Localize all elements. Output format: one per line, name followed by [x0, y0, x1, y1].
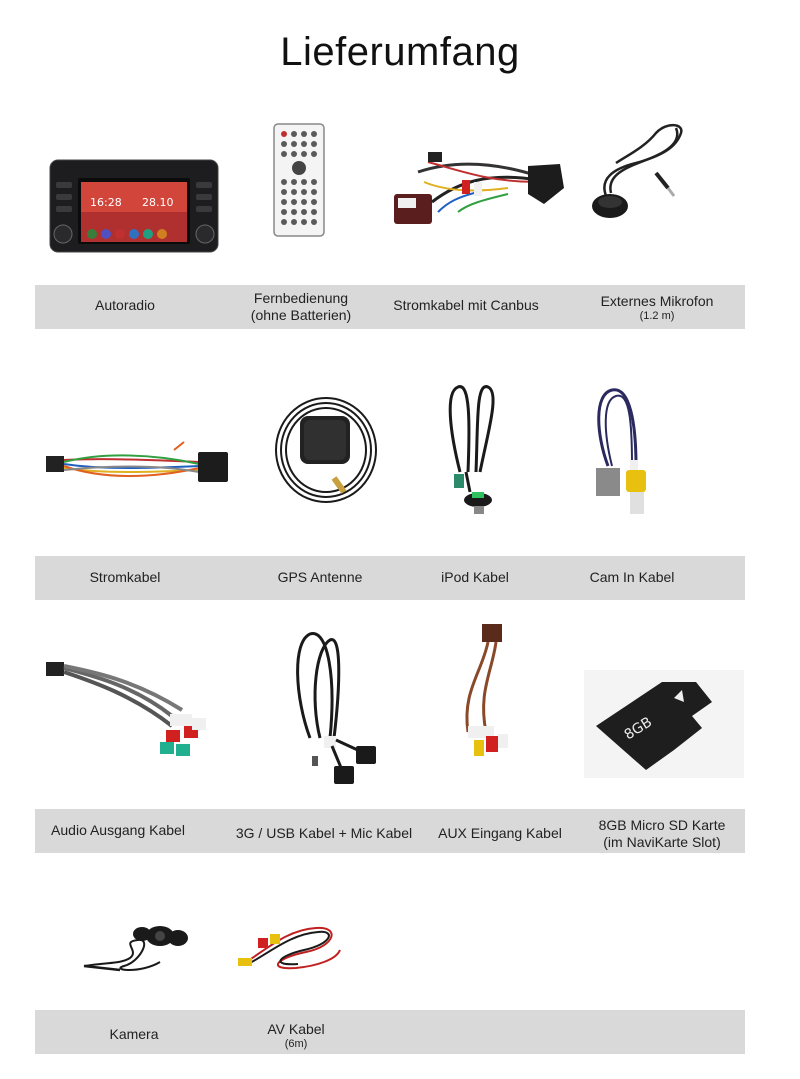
sd-card-image	[584, 670, 744, 778]
item-sublabel-mikrofon: (1.2 m)	[639, 310, 675, 322]
sd-card-capacity: 8GB	[621, 714, 656, 744]
item-label-fernbedienung: Fernbedienung (ohne Batterien)	[250, 290, 352, 323]
item-label-cam-in: Cam In Kabel	[589, 569, 675, 585]
item-sublabel-sd-card: (im NaviKarte Slot)	[603, 834, 721, 850]
item-label-kamera: Kamera	[109, 1026, 159, 1042]
page-title: Lieferumfang	[280, 30, 520, 74]
av-cable-image	[236, 920, 346, 976]
car-radio-image	[48, 158, 220, 254]
item-label-autoradio: Autoradio	[95, 297, 155, 313]
item-sublabel-fernbedienung: (ohne Batterien)	[250, 307, 352, 323]
microphone-image	[586, 118, 696, 228]
item-label-sd-card: 8GB Micro SD Karte (im NaviKarte Slot)	[598, 817, 726, 850]
camera-image	[80, 918, 194, 978]
usb-cable-image	[290, 628, 386, 788]
ipod-cable-image	[440, 382, 510, 522]
item-label-usb: 3G / USB Kabel + Mic Kabel	[235, 825, 413, 841]
item-label-audio-out: Audio Ausgang Kabel	[51, 822, 185, 838]
item-label-av: AV Kabel (6m)	[236, 1021, 356, 1051]
gps-antenna-image	[272, 388, 382, 508]
item-label-mikrofon: Externes Mikrofon (1.2 m)	[574, 293, 740, 323]
radio-date: 28.10	[142, 196, 174, 209]
canbus-cable-image	[388, 142, 568, 242]
remote-control-image	[272, 122, 326, 238]
power-cable-image	[44, 440, 234, 490]
item-label-ipod: iPod Kabel	[441, 569, 509, 585]
audio-out-cable-image	[44, 656, 214, 766]
item-label-gps: GPS Antenne	[277, 569, 363, 585]
aux-cable-image	[452, 622, 522, 772]
item-label-aux: AUX Eingang Kabel	[438, 825, 562, 841]
cam-in-cable-image	[590, 384, 670, 520]
item-sublabel-av: (6m)	[284, 1038, 308, 1050]
item-label-stromkabel-canbus: Stromkabel mit Canbus	[393, 297, 539, 313]
radio-time: 16:28	[90, 196, 122, 209]
item-label-stromkabel: Stromkabel	[89, 569, 161, 585]
